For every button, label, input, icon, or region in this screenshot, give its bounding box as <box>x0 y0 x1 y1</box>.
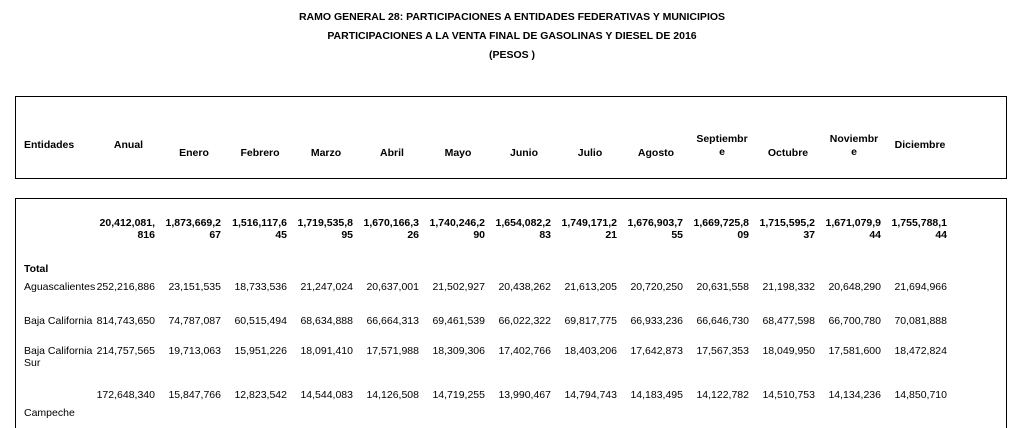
cell-diciembre: 1,755,788,144 <box>891 217 947 241</box>
cell-anual: 214,757,565 <box>96 345 155 357</box>
cell-enero: 19,713,063 <box>168 345 221 357</box>
cell-diciembre: 14,850,710 <box>894 389 947 401</box>
cell-enero: 1,873,669,267 <box>165 217 221 241</box>
cell-agosto: 66,933,236 <box>630 315 683 327</box>
table-row <box>16 315 953 345</box>
cell-agosto: 14,183,495 <box>630 389 683 401</box>
cell-octubre: 18,049,950 <box>762 345 815 357</box>
cell-octubre: 14,510,753 <box>762 389 815 401</box>
cell-noviembre: 20,648,290 <box>828 281 881 293</box>
header-table <box>16 97 953 194</box>
cell-junio: 66,022,322 <box>498 315 551 327</box>
cell-anual: 172,648,340 <box>96 389 155 401</box>
cell-enero: 23,151,535 <box>168 281 221 293</box>
cell-abril: 20,637,001 <box>366 281 419 293</box>
cell-abril: 14,126,508 <box>366 389 419 401</box>
cell-octubre: 21,198,332 <box>762 281 815 293</box>
cell-diciembre: 21,694,966 <box>894 281 947 293</box>
cell-marzo: 14,544,083 <box>300 389 353 401</box>
col-header-junio: Junio <box>510 147 538 159</box>
col-header-mayo: Mayo <box>444 147 472 159</box>
cell-julio: 1,749,171,221 <box>561 217 617 241</box>
cell-octubre: 68,477,598 <box>762 315 815 327</box>
col-header-octubre: Octubre <box>767 147 809 159</box>
report-subtitle: PARTICIPACIONES A LA VENTA FINAL DE GASOLINAS Y DIESEL DE 2016 <box>327 30 697 42</box>
total-row <box>16 199 953 281</box>
cell-agosto: 20,720,250 <box>630 281 683 293</box>
cell-diciembre: 18,472,824 <box>894 345 947 357</box>
cell-junio: 17,402,766 <box>498 345 551 357</box>
cell-septiembre: 66,646,730 <box>696 315 749 327</box>
cell-junio: 1,654,082,283 <box>495 217 551 241</box>
cell-junio: 13,990,467 <box>498 389 551 401</box>
cell-diciembre: 70,081,888 <box>894 315 947 327</box>
cell-anual: 814,743,650 <box>96 315 155 327</box>
col-header-septiembre: Septiembre <box>696 132 748 158</box>
entity-name: Aguascalientes <box>24 281 96 293</box>
cell-mayo: 1,740,246,290 <box>429 217 485 241</box>
cell-septiembre: 14,122,782 <box>696 389 749 401</box>
col-header-agosto: Agosto <box>637 147 675 159</box>
cell-julio: 21,613,205 <box>564 281 617 293</box>
col-header-marzo: Marzo <box>310 147 342 159</box>
report-units: (PESOS ) <box>488 49 536 61</box>
col-header-anual: Anual <box>113 139 144 151</box>
header-box <box>15 96 1007 179</box>
cell-octubre: 1,715,595,237 <box>759 217 815 241</box>
cell-mayo: 21,502,927 <box>432 281 485 293</box>
cell-julio: 14,794,743 <box>564 389 617 401</box>
cell-noviembre: 14,134,236 <box>828 389 881 401</box>
cell-julio: 18,403,206 <box>564 345 617 357</box>
cell-junio: 20,438,262 <box>498 281 551 293</box>
cell-marzo: 68,634,888 <box>300 315 353 327</box>
cell-septiembre: 1,669,725,809 <box>693 217 749 241</box>
cell-julio: 69,817,775 <box>564 315 617 327</box>
table-row <box>16 389 953 419</box>
cell-noviembre: 66,700,780 <box>828 315 881 327</box>
cell-febrero: 18,733,536 <box>234 281 287 293</box>
cell-noviembre: 1,671,079,944 <box>825 217 881 241</box>
cell-agosto: 17,642,873 <box>630 345 683 357</box>
cell-marzo: 1,719,535,895 <box>297 217 353 241</box>
table-row <box>16 281 953 315</box>
cell-abril: 17,571,988 <box>366 345 419 357</box>
cell-agosto: 1,676,903,755 <box>627 217 683 241</box>
cell-septiembre: 17,567,353 <box>696 345 749 357</box>
data-box <box>15 198 1007 428</box>
entity-name: Baja California <box>24 315 93 327</box>
col-header-enero: Enero <box>179 147 209 159</box>
cell-febrero: 12,823,542 <box>234 389 287 401</box>
entity-name: Baja California Sur <box>24 345 93 369</box>
cell-febrero: 1,516,117,645 <box>232 217 287 241</box>
cell-mayo: 14,719,255 <box>432 389 485 401</box>
col-header-abril: Abril <box>380 147 404 159</box>
cell-mayo: 69,461,539 <box>432 315 485 327</box>
cell-febrero: 15,951,226 <box>234 345 287 357</box>
report-title: RAMO GENERAL 28: PARTICIPACIONES A ENTIDADES FEDERATIVAS Y MUNICIPIOS <box>298 11 726 23</box>
cell-enero: 74,787,087 <box>168 315 221 327</box>
col-header-noviembre: Noviembre <box>829 132 879 158</box>
cell-febrero: 60,515,494 <box>234 315 287 327</box>
col-header-febrero: Febrero <box>240 147 280 159</box>
cell-marzo: 21,247,024 <box>300 281 353 293</box>
data-table <box>16 199 953 419</box>
col-header-entidades: Entidades <box>24 139 75 151</box>
col-header-julio: Julio <box>577 147 603 159</box>
cell-mayo: 18,309,306 <box>432 345 485 357</box>
cell-enero: 15,847,766 <box>168 389 221 401</box>
cell-noviembre: 17,581,600 <box>828 345 881 357</box>
cell-marzo: 18,091,410 <box>300 345 353 357</box>
entity-name: Total <box>24 263 49 275</box>
cell-anual: 20,412,081,816 <box>99 217 155 241</box>
entity-name: Campeche <box>24 407 75 419</box>
table-row <box>16 345 953 389</box>
cell-septiembre: 20,631,558 <box>696 281 749 293</box>
cell-abril: 1,670,166,326 <box>363 217 419 241</box>
col-header-diciembre: Diciembre <box>894 139 946 151</box>
cell-abril: 66,664,313 <box>366 315 419 327</box>
cell-anual: 252,216,886 <box>96 281 155 293</box>
report-titles <box>0 8 1024 65</box>
